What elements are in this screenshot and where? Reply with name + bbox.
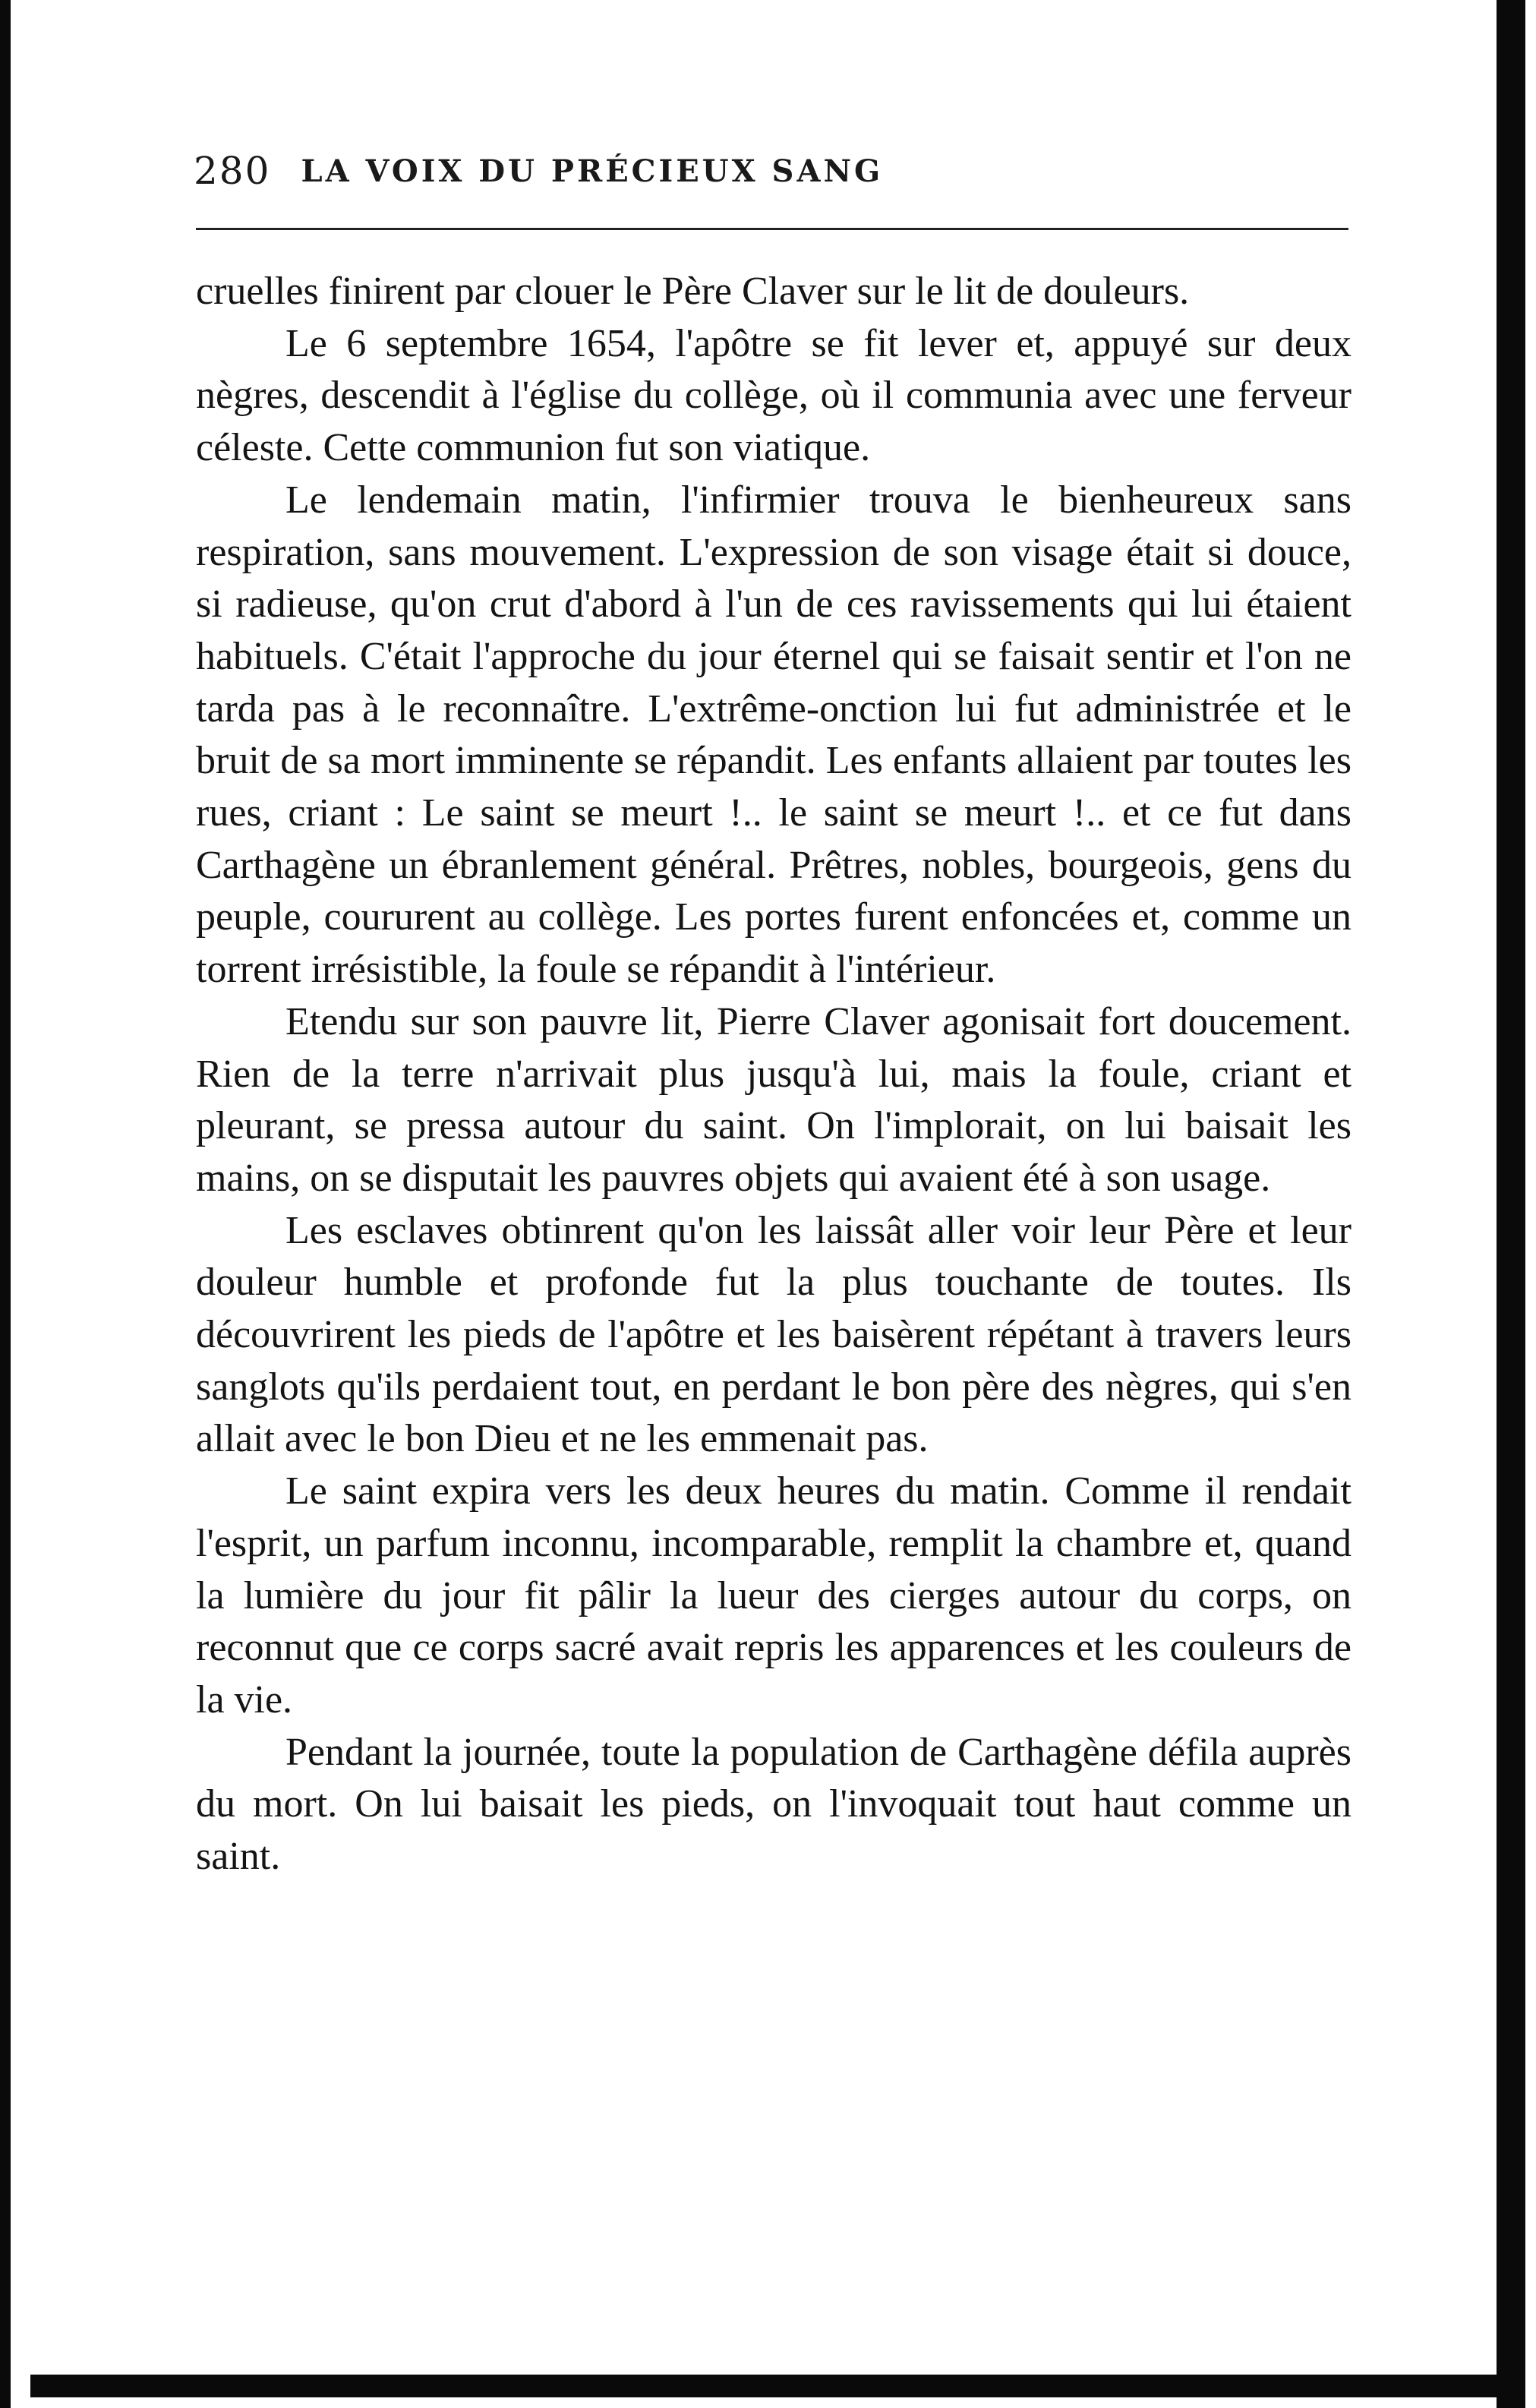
paragraph: Etendu sur son pauvre lit, Pierre Claver agonisait fort doucement. Rien de la terre n'arrivait plus jusqu'à lui, mais la foule, criant et pleurant, se pressa autour du saint. On l'implorait, on lui baisait les mains, on se disputait les pauvres objets qui avaient été à son usage.: [196, 999, 1351, 1200]
paragraph: Les esclaves obtinrent qu'on les laissât aller voir leur Père et leur douleur humble et profonde fut la plus touchante de toutes. Ils découvrirent les pieds de l'apôtre et les baisèrent répétant à travers leurs sanglots qu'ils perdaient tout, en perdant le bon père des nègres, qui s'en allait avec le bon Dieu et ne les emmenait pas.: [196, 1208, 1351, 1461]
page-header: [194, 144, 1359, 197]
body-text: [196, 266, 1351, 1883]
paragraph: Le 6 septembre 1654, l'apôtre se fit lever et, appuyé sur deux nègres, descendit à l'église du collège, où il communia avec une ferveur céleste. Cette communion fut son viatique.: [196, 321, 1351, 470]
paragraph: cruelles finirent par clouer le Père Claver sur le lit de douleurs.: [196, 270, 1190, 313]
paragraph: Le saint expira vers les deux heures du matin. Comme il rendait l'esprit, un parfum inconnu, incomparable, remplit la chambre et, quand la lumière du jour fit pâlir la lueur des cierges autour du corps, on reconnut que ce corps sacré avait repris les apparences et les couleurs de la vie.: [196, 1469, 1351, 1722]
scan-edge-right: [1497, 0, 1525, 2408]
page-number: 280: [194, 149, 271, 193]
paragraph: Le lendemain matin, l'infirmier trouva le bienheureux sans respiration, sans mouvement. L'expression de son visage était si douce, si radieuse, qu'on crut d'abord à l'un de ces ravissements qui lui étaient habituels. C'était l'approche du jour éternel qui se faisait sentir et l'on ne tarda pas à le reconnaître. L'extrême-onction lui fut administrée et le bruit de sa mort imminente se répandit. Les enfants allaient par toutes les rues, criant : Le saint se meurt !.. le saint se meurt !.. et ce fut dans Carthagène un ébranlement général. Prêtres, nobles, bourgeois, gens du peuple, coururent au collège. Les portes furent enfoncées et, comme un torrent irrésistible, la foule se répandit à l'intérieur.: [196, 478, 1351, 992]
scan-edge-left: [0, 0, 11, 2408]
header-rule: [196, 228, 1348, 230]
scan-edge-bottom: [30, 2375, 1525, 2397]
paragraph: Pendant la journée, toute la population de Carthagène défila auprès du mort. On lui baisait les pieds, on l'invoquait tout haut comme un saint.: [196, 1730, 1351, 1879]
running-title: LA VOIX DU PRÉCIEUX SANG: [301, 153, 884, 189]
